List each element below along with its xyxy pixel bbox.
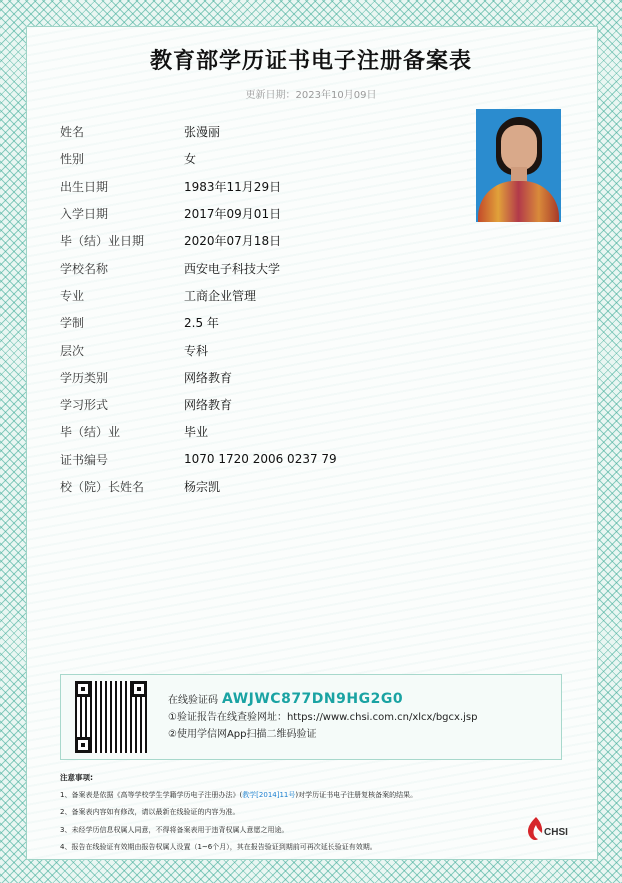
field-label: 出生日期 <box>60 179 109 194</box>
chsi-logo-text: CHSI <box>544 827 568 838</box>
field-value: 1983年11月29日 <box>184 179 282 194</box>
chsi-flame-icon <box>524 815 546 845</box>
chsi-logo <box>524 815 572 845</box>
verification-code-label: 在线验证码 <box>168 695 218 706</box>
info-row-president <box>60 473 460 500</box>
info-row-school <box>60 254 460 281</box>
field-value: 2020年07月18日 <box>184 234 282 249</box>
field-label: 专业 <box>60 288 85 303</box>
verification-text <box>168 691 477 743</box>
photo-face <box>501 125 537 171</box>
field-value: 1070 1720 2006 0237 79 <box>184 452 337 467</box>
field-value: 网络教育 <box>184 370 233 385</box>
qr-finder-bottom-left <box>75 737 91 753</box>
info-row-level <box>60 336 460 363</box>
info-row-certificate-number <box>60 446 460 473</box>
qr-code[interactable] <box>75 681 147 753</box>
note-item-1-suffix: )对学历证书电子注册复核备案的结果。 <box>295 790 418 799</box>
note-item-2: 2、备案表内容如有修改，请以最新在线验证的内容为准。 <box>60 808 240 816</box>
info-row-gender <box>60 145 460 172</box>
info-row-major <box>60 282 460 309</box>
info-row-duration <box>60 309 460 336</box>
field-label: 毕（结）业 <box>60 425 121 440</box>
field-label: 学习形式 <box>60 398 109 413</box>
qr-finder-top-right <box>131 681 147 697</box>
info-row-study-form <box>60 391 460 418</box>
field-value: 毕业 <box>184 425 209 440</box>
info-row-enroll-date <box>60 200 460 227</box>
field-label: 毕（结）业日期 <box>60 234 145 249</box>
field-label: 性别 <box>60 152 85 167</box>
field-value: 西安电子科技大学 <box>184 261 281 276</box>
field-value: 张漫丽 <box>184 125 221 140</box>
field-value: 工商企业管理 <box>184 288 257 303</box>
notes-title: 注意事项: <box>60 773 93 782</box>
id-photo <box>476 109 561 222</box>
field-label: 证书编号 <box>60 452 109 467</box>
notes-section <box>60 769 530 857</box>
info-row-name <box>60 118 460 145</box>
note-item-3: 3、未经学历信息权属人同意，不得将备案表用于违背权属人意愿之用途。 <box>60 825 289 834</box>
page-title: 教育部学历证书电子注册备案表 <box>149 49 472 74</box>
info-row-education-type <box>60 364 460 391</box>
note-item-4: 4、报告在线验证有效期由报告权属人设置（1~6个月），其在报告验证到期前可再次延长验证有效期。 <box>60 843 377 851</box>
info-row-graduation-status <box>60 418 460 445</box>
field-label: 姓名 <box>60 125 85 140</box>
info-row-graduation-date <box>60 227 460 254</box>
field-value: 杨宗凯 <box>184 480 221 494</box>
field-value: 女 <box>184 152 197 167</box>
photo-clothing <box>478 181 559 222</box>
regulation-link[interactable]: 教学[2014]11号 <box>242 790 296 799</box>
field-label: 学校名称 <box>60 261 109 276</box>
info-row-birth-date <box>60 173 460 200</box>
info-table <box>60 118 460 500</box>
field-value: 网络教育 <box>184 398 233 413</box>
verification-code-line <box>168 691 477 709</box>
note-item-1 <box>60 787 530 805</box>
note-item-1-prefix: 1、备案表是依据《高等学校学生学籍学历电子注册办法》( <box>60 790 243 799</box>
field-label: 层次 <box>60 343 85 358</box>
update-date: 更新日期：2023年10月09日 <box>245 90 377 101</box>
verification-url-line[interactable]: ①验证报告在线查验网址：https://www.chsi.com.cn/xlcx/bgcx.jsp <box>168 712 478 723</box>
field-value: 2.5 年 <box>184 316 219 331</box>
field-label: 入学日期 <box>60 207 109 222</box>
field-label: 学制 <box>60 316 85 331</box>
field-label: 校（院）长姓名 <box>60 480 145 494</box>
verification-code: AWJWC877DN9HG2G0 <box>222 691 404 707</box>
qr-finder-top-left <box>75 681 91 697</box>
field-label: 学历类别 <box>60 370 109 385</box>
field-value: 2017年09月01日 <box>184 207 282 222</box>
verification-box <box>60 674 562 760</box>
field-value: 专科 <box>184 343 209 358</box>
verification-app-line: ②使用学信网App扫描二维码验证 <box>168 729 317 740</box>
